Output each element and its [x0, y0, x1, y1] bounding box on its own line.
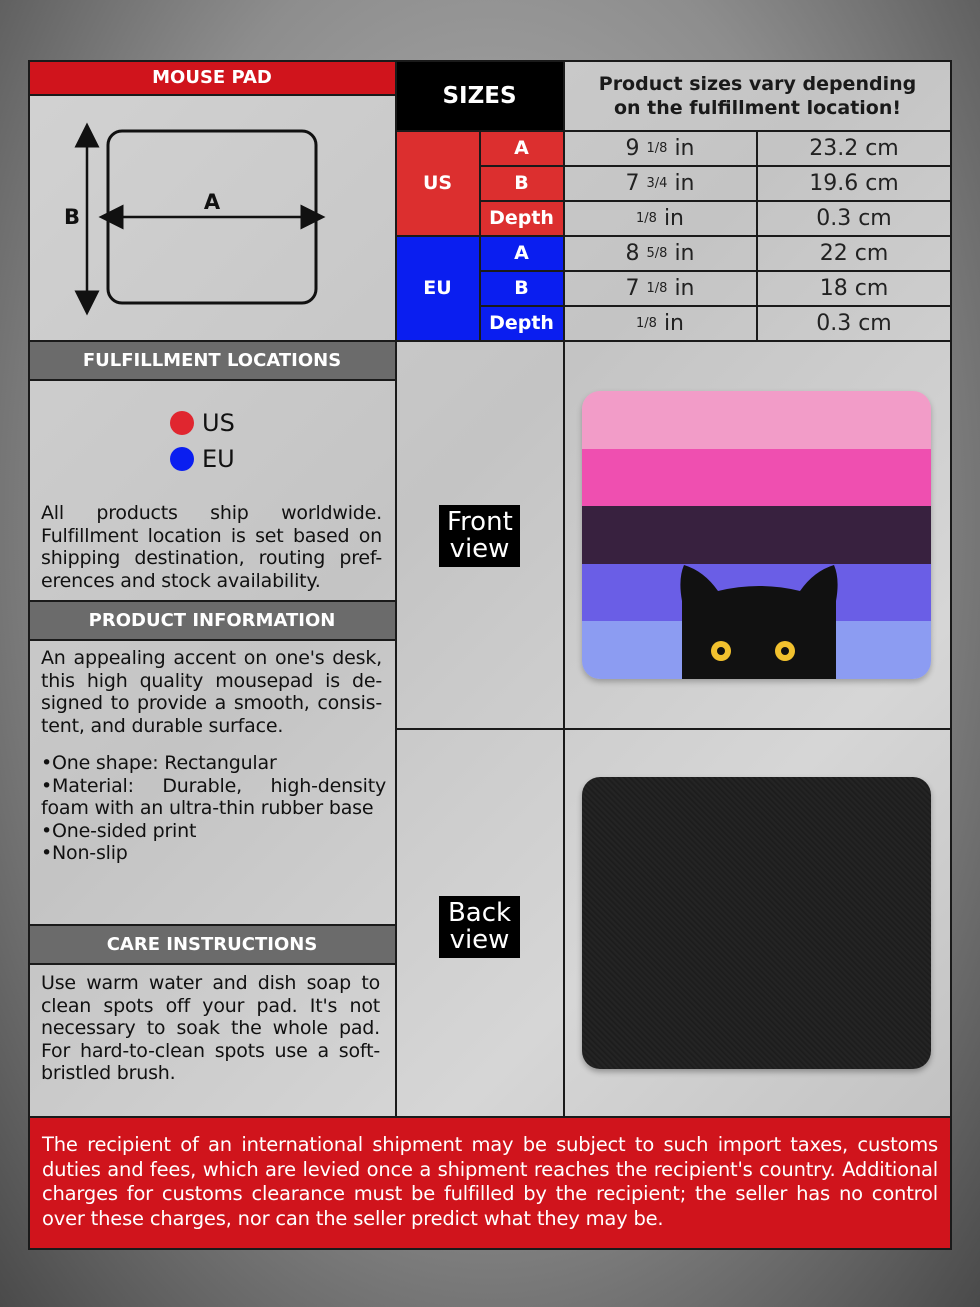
inch-numerator: 1 — [646, 280, 655, 296]
inch-numerator: 1 — [635, 210, 645, 226]
bullet-print: •One-sided print — [41, 819, 197, 842]
inch-unit: in — [674, 170, 695, 196]
fulfillment-title: FULFILLMENT LOCATIONS — [82, 349, 342, 371]
inch-denominator: 8 — [648, 315, 657, 331]
bullet-shape: •One shape: Rectangular — [41, 752, 277, 774]
inch-unit: in — [663, 310, 684, 336]
bullet-material: •Material: Durable, high-density foam with an ultra-thin rubber base — [41, 774, 386, 819]
size-label: A — [514, 137, 529, 159]
legend-item-us — [170, 408, 290, 438]
flag-stripe — [582, 506, 931, 564]
eu-row-b-label — [480, 271, 563, 305]
inch-numerator: 3 — [646, 175, 655, 191]
size-label: Depth — [489, 207, 554, 229]
us-a-cm — [757, 131, 951, 165]
inch-denominator: 4 — [659, 175, 668, 191]
us-row-a-label — [480, 131, 563, 165]
dimension-b-label: B — [63, 205, 81, 229]
eu-depth-cm — [757, 306, 951, 340]
legend-item-eu — [170, 444, 290, 474]
us-row-depth-label — [480, 201, 563, 235]
region-eu-label: EU — [423, 277, 452, 299]
inch-whole: 9 — [625, 135, 640, 161]
cm-value: 23.2 cm — [809, 135, 899, 161]
eu-b-cm — [757, 271, 951, 305]
front-view-line1: Front — [447, 507, 513, 537]
back-view-label — [439, 896, 520, 958]
fulfillment-header — [29, 341, 395, 379]
eu-row-a-label — [480, 236, 563, 270]
care-header — [29, 925, 395, 963]
inch-numerator: 5 — [646, 245, 655, 261]
size-label: B — [514, 172, 529, 194]
us-row-b-label — [480, 166, 563, 200]
back-view-line1: Back — [447, 898, 512, 928]
sizes-note-text: Product sizes vary depending on the fulfillment location! — [598, 72, 917, 119]
eu-a-cm — [757, 236, 951, 270]
inch-whole: 7 — [625, 170, 640, 196]
cm-value: 0.3 cm — [816, 310, 892, 336]
cm-value: 22 cm — [819, 240, 889, 266]
fulfillment-text: All products ship worldwide. Fulfillment location is set based on shipping destination, routing pref-erences and stock availability. — [41, 502, 382, 592]
eu-row-depth-label — [480, 306, 563, 340]
us-b-cm — [757, 166, 951, 200]
product-info-title: PRODUCT INFORMATION — [88, 609, 336, 631]
back-view-mockup — [582, 777, 931, 1069]
region-eu — [396, 236, 479, 340]
us-depth-inches: 1 / 8 in — [635, 205, 684, 231]
care-text: Use warm water and dish soap to clean spots off your pad. It's not necessary to soak the whole pad. For hard-to-clean spots use a soft-bristled brush. — [41, 972, 380, 1084]
mouse-pad-title: MOUSE PAD — [152, 67, 272, 88]
cm-value: 0.3 cm — [816, 205, 892, 231]
bullet-nonslip: •Non-slip — [41, 842, 128, 864]
sizes-title: SIZES — [442, 82, 517, 109]
care-title: CARE INSTRUCTIONS — [106, 933, 318, 955]
front-view-mockup — [582, 391, 931, 679]
cm-value: 18 cm — [819, 275, 889, 301]
cm-value: 19.6 cm — [809, 170, 899, 196]
sizes-header — [396, 61, 563, 130]
inch-numerator: 1 — [635, 315, 645, 331]
back-view-line2: view — [449, 925, 510, 955]
front-view-line2: view — [449, 534, 510, 564]
product-info-bullets — [41, 752, 386, 865]
product-info-text: An appealing accent on one's desk, this high quality mousepad is de-signed to provide a smooth, consis-tent, and durable surface. — [41, 647, 382, 737]
legend-us-label: US — [202, 409, 235, 437]
inch-denominator: 8 — [659, 280, 668, 296]
eu-dot-icon — [170, 447, 194, 471]
us-dot-icon — [170, 411, 194, 435]
inch-whole: 7 — [625, 275, 640, 301]
us-a-inches: 9 1 / 8 in — [625, 135, 695, 161]
us-b-inches: 7 3 / 4 in — [625, 170, 695, 196]
size-label: B — [514, 277, 529, 299]
inch-unit: in — [674, 135, 695, 161]
cat-silhouette-icon — [674, 561, 844, 679]
inch-unit: in — [674, 275, 695, 301]
inch-numerator: 1 — [646, 140, 655, 156]
dimension-a-label: A — [203, 190, 221, 214]
legend-eu-label: EU — [202, 445, 235, 473]
eu-b-inches: 7 1 / 8 in — [625, 275, 695, 301]
inch-whole: 8 — [625, 240, 640, 266]
region-us — [396, 131, 479, 235]
mouse-pad-header — [29, 61, 395, 94]
footer-text: The recipient of an international shipment may be subject to such import taxes, customs duties and fees, which are levied once a shipment reaches the recipient's country. Additional charges for customs clearance must be fulfilled by the recipient; the seller has no control over these charges, nor can the seller predict what they may be. — [42, 1133, 938, 1230]
inch-unit: in — [674, 240, 695, 266]
inch-denominator: 8 — [659, 140, 668, 156]
inch-unit: in — [663, 205, 684, 231]
size-label: Depth — [489, 312, 554, 334]
fulfillment-legend — [170, 408, 290, 474]
sizes-note — [564, 61, 951, 130]
front-view-label — [439, 505, 520, 567]
product-info-header — [29, 601, 395, 639]
size-label: A — [514, 242, 529, 264]
eu-a-inches: 8 5 / 8 in — [625, 240, 695, 266]
inch-denominator: 8 — [659, 245, 668, 261]
inch-denominator: 8 — [648, 210, 657, 226]
us-depth-cm — [757, 201, 951, 235]
region-us-label: US — [422, 172, 453, 194]
flag-stripe — [582, 449, 931, 507]
eu-depth-inches: 1 / 8 in — [635, 310, 684, 336]
flag-stripe — [582, 391, 931, 449]
mouse-pad-diagram — [29, 95, 395, 340]
